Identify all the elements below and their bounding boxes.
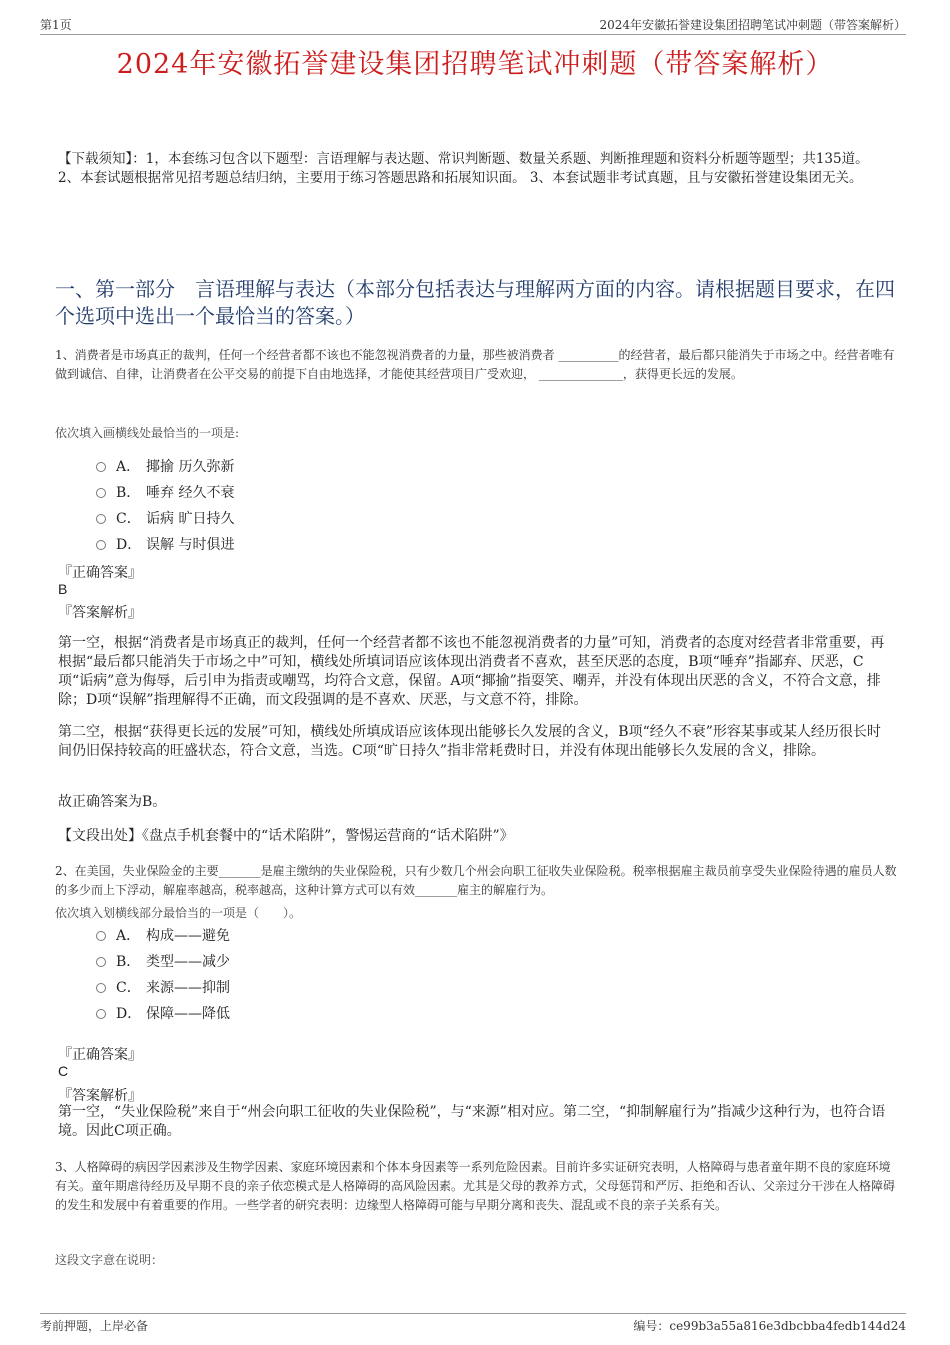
page-footer [40,1313,906,1336]
option-a[interactable]: A． 构成——避免 [96,922,230,948]
page-header [40,14,906,35]
header-doc-title: 2024年安徽拓誉建设集团招聘笔试冲刺题（带答案解析） [599,18,906,32]
page-number: 第1页 [40,18,72,32]
question-1-analysis-2: 第二空，根据“获得更长远的发展”可知，横线处所填成语应该体现出能够长久发展的含义，B项“经久不衰”形容某事或某人经历很长时间仍旧保持较高的旺盛状态，符合文意，当选。C项“旷日持久”指非常耗费时日，并没有体现出能够长久发展的含义，排除。 [58,724,881,759]
question-1-answer: B [58,581,68,597]
question-3-prompt: 这段文字意在说明： [55,1253,164,1267]
question-1-conclusion: 故正确答案为B。 [58,794,167,810]
radio-icon[interactable] [96,983,106,993]
question-2-analysis-label: 『答案解析』 [58,1088,142,1104]
question-1-options [96,453,234,557]
radio-icon[interactable] [96,931,106,941]
question-1-analysis-label: 『答案解析』 [58,605,142,621]
option-c[interactable]: C． 诟病 旷日持久 [96,505,234,531]
radio-icon[interactable] [96,462,106,472]
footer-doc-id: 编号：ce99b3a55a816e3dbcbba4fedb144d24 [633,1319,906,1333]
option-b[interactable]: B． 唾弃 经久不衰 [96,479,234,505]
radio-icon[interactable] [96,957,106,967]
radio-icon[interactable] [96,1009,106,1019]
question-2-prompt: 依次填入划横线部分最恰当的一项是（ ）。 [55,906,302,920]
option-c[interactable]: C． 来源——抑制 [96,974,230,1000]
option-a[interactable]: A． 揶揄 历久弥新 [96,453,234,479]
question-2-text: 2、在美国，失业保险金的主要_______是雇主缴纳的失业保险税，只有少数几个州会向职工征收失业保险税。税率根据雇主裁员前享受失业保险待遇的雇员人数的多少而上下浮动，解雇率越高，税率越高，这种计算方式可以有效_______雇主的解雇行为。 [55,864,897,897]
question-2-answer: C [58,1063,69,1079]
question-1-analysis-1: 第一空，根据“消费者是市场真正的裁判，任何一个经营者都不该也不能忽视消费者的力量”可知，消费者的态度对经营者非常重要，再根据“最后都只能消失于市场之中”可知，横线处所填词语应该体现出消费者不喜欢，甚至厌恶的态度，B项“唾弃”指鄙弃、厌恶，C项“诟病”意为侮辱，后引申为指责或嘲骂，均符合文意，保留。A项“揶揄”指耍笑、嘲弄，并没有体现出厌恶的含义，不符合文意，排除；D项“误解”指理解得不正确，而文段强调的是不喜欢、厌恶，与文意不符，排除。 [58,635,885,708]
question-3-text: 3、人格障碍的病因学因素涉及生物学因素、家庭环境因素和个体本身因素等一系列危险因素。目前许多实证研究表明，人格障碍与患者童年期不良的家庭环境有关。童年期虐待经历及早期不良的亲子依恋模式是人格障碍的高风险因素。尤其是父母的教养方式，父母惩罚和严厉、拒绝和否认、父亲过分干涉在人格障碍的发生和发展中有着重要的作用。一些学者的研究表明：边缘型人格障碍可能与早期分离和丧失、混乱或不良的亲子关系有关。 [55,1160,896,1212]
question-1-answer-label: 『正确答案』 [58,565,142,581]
download-notice: 【下载须知】：1，本套练习包含以下题型：言语理解与表达题、常识判断题、数量关系题、判断推理题和资料分析题等题型；共135道。 2、本套试题根据常见招考题总结归纳，主要用于练习答题思路和拓展知识面。 3、本套试题非考试真题，且与安徽拓誉建设集团无关。 [58,151,869,186]
question-2-analysis: 第一空，“失业保险税”来自于“州会向职工征收的失业保险税”，与“来源”相对应。第二空，“抑制解雇行为”指减少这种行为，也符合语境。因此C项正确。 [58,1104,886,1139]
question-1-source: 【文段出处】《盘点手机套餐中的“话术陷阱”，警惕运营商的“话术陷阱”》 [58,828,514,844]
radio-icon[interactable] [96,540,106,550]
radio-icon[interactable] [96,514,106,524]
question-1-prompt: 依次填入画横线处最恰当的一项是: [55,426,240,440]
radio-icon[interactable] [96,488,106,498]
question-2-options [96,922,230,1026]
option-d[interactable]: D． 保障——降低 [96,1000,230,1026]
footer-slogan: 考前押题，上岸必备 [40,1319,149,1333]
option-b[interactable]: B． 类型——减少 [96,948,230,974]
section-heading: 一、第一部分 言语理解与表达（本部分包括表达与理解两方面的内容。请根据题目要求，在四个选项中选出一个最恰当的答案。） [55,277,895,328]
question-1-text: 1、消费者是市场真正的裁判，任何一个经营者都不该也不能忽视消费者的力量，那些被消费者 __________的经营者，最后都只能消失于市场之中。经营者唯有做到诚信、自律，让消费者在公平交易的前提下自由地选择，才能使其经营项目广受欢迎， ______________，获得更长远的发展。 [55,348,895,381]
question-2-answer-label: 『正确答案』 [58,1047,142,1063]
document-title: 2024年安徽拓誉建设集团招聘笔试冲刺题（带答案解析） [116,49,834,80]
option-d[interactable]: D． 误解 与时俱进 [96,531,234,557]
